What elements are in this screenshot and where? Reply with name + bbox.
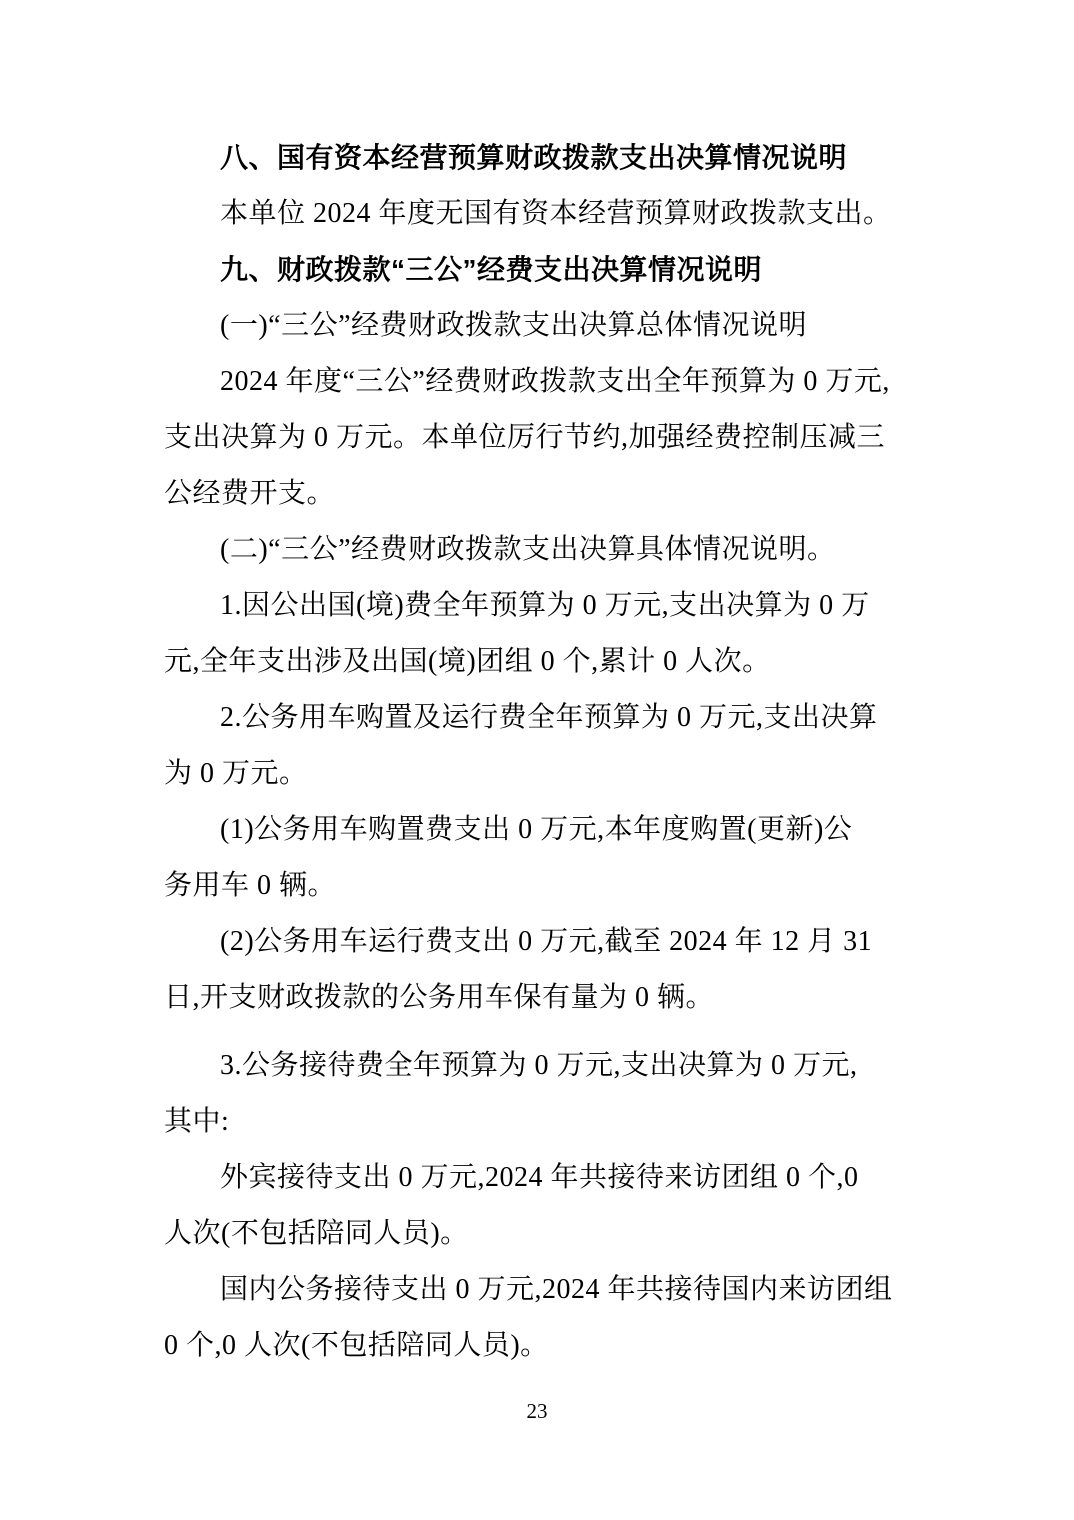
text-line: 3.公务接待费全年预算为 0 万元,支出决算为 0 万元, <box>220 1050 858 1081</box>
text-line: 九、财政拨款“三公”经费支出决算情况说明 <box>220 254 763 285</box>
paragraph-body <box>164 1262 908 1374</box>
paragraph-body <box>164 802 908 914</box>
paragraph-body <box>164 690 908 802</box>
text-line: 为 0 万元。 <box>164 758 308 789</box>
paragraph-body <box>164 354 908 522</box>
text-line: 0 个,0 人次(不包括陪同人员)。 <box>164 1330 549 1361</box>
text-line: 人次(不包括陪同人员)。 <box>164 1218 469 1249</box>
text-line: 元,全年支出涉及出国(境)团组 0 个,累计 0 人次。 <box>164 646 771 677</box>
paragraph-heading <box>164 242 908 298</box>
paragraph-body <box>164 1150 908 1262</box>
text-line: (一)“三公”经费财政拨款支出决算总体情况说明 <box>220 310 808 341</box>
paragraph-body <box>164 914 908 1026</box>
paragraph-body <box>164 578 908 690</box>
text-line: (二)“三公”经费财政拨款支出决算具体情况说明。 <box>220 534 836 565</box>
text-line: (1)公务用车购置费支出 0 万元,本年度购置(更新)公 <box>220 814 853 845</box>
paragraph-body <box>164 522 908 578</box>
paragraph-heading <box>164 130 908 186</box>
text-line: (2)公务用车运行费支出 0 万元,截至 2024 年 12 月 31 <box>220 926 873 957</box>
document-body <box>164 130 908 1374</box>
text-line: 外宾接待支出 0 万元,2024 年共接待来访团组 0 个,0 <box>220 1162 859 1193</box>
page-number: 23 <box>526 1399 548 1423</box>
text-line: 本单位 2024 年度无国有资本经营预算财政拨款支出。 <box>220 198 892 229</box>
text-line: 国内公务接待支出 0 万元,2024 年共接待国内来访团组 <box>220 1274 893 1305</box>
text-line: 2024 年度“三公”经费财政拨款支出全年预算为 0 万元, <box>220 366 890 397</box>
text-line: 2.公务用车购置及运行费全年预算为 0 万元,支出决算 <box>220 702 878 733</box>
text-line: 公经费开支。 <box>164 478 336 509</box>
text-line: 1.因公出国(境)费全年预算为 0 万元,支出决算为 0 万 <box>220 590 870 621</box>
text-line: 支出决算为 0 万元。本单位厉行节约,加强经费控制压减三 <box>164 422 886 453</box>
paragraph-body <box>164 1038 908 1150</box>
paragraph-body <box>164 298 908 354</box>
paragraph-body <box>164 186 908 242</box>
text-line: 八、国有资本经营预算财政拨款支出决算情况说明 <box>220 142 848 173</box>
text-line: 日,开支财政拨款的公务用车保有量为 0 辆。 <box>164 982 715 1013</box>
text-line: 务用车 0 辆。 <box>164 870 337 901</box>
text-line: 其中: <box>164 1106 230 1137</box>
